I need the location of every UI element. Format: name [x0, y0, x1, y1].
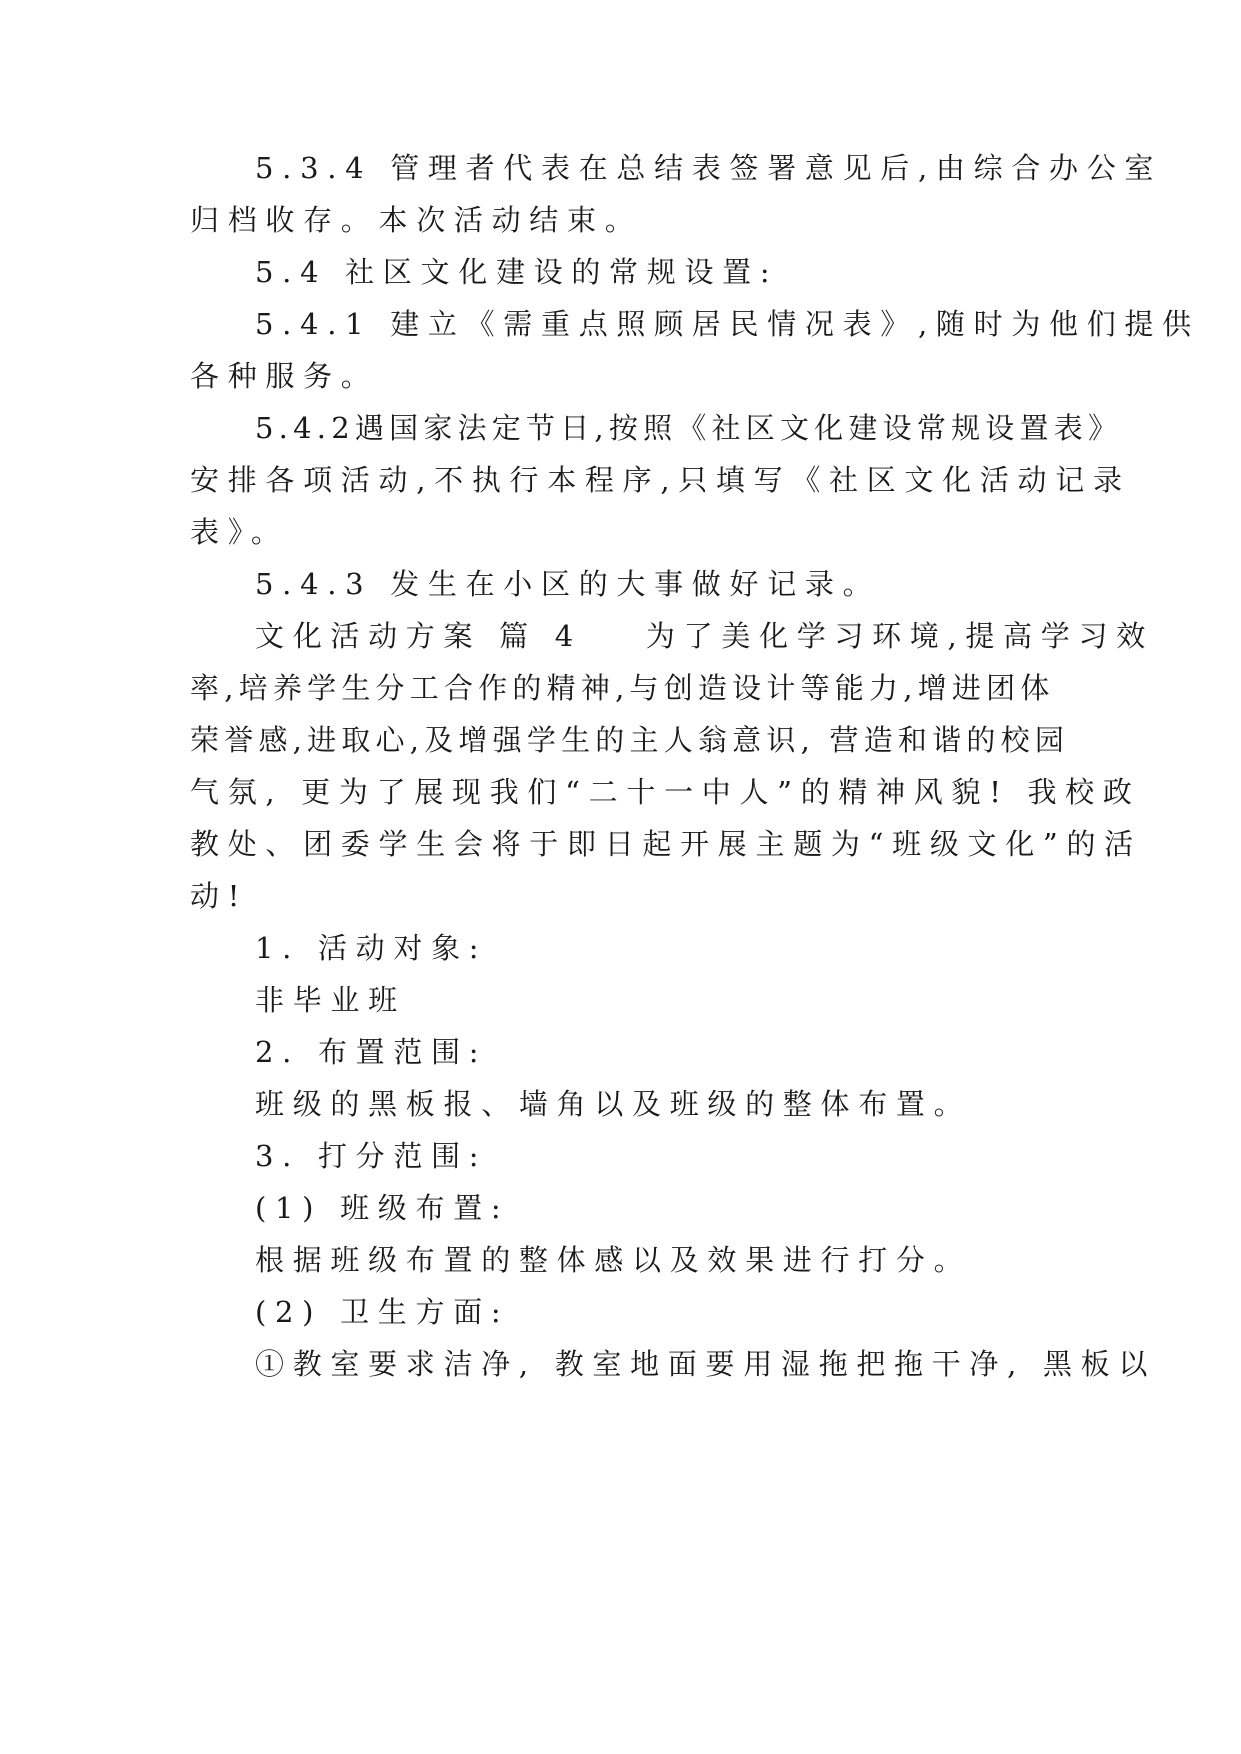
paragraph-5-3-4-cont: 归档收存。本次活动结束。 — [190, 203, 643, 237]
item-3-heading: 3. 打分范围: — [255, 1139, 488, 1173]
paragraph-5-4-2: 5.4.2遇国家法定节日,按照《社区文化建设常规设置表》 — [255, 411, 1123, 445]
paragraph-5-4-1-cont: 各种服务。 — [190, 359, 379, 393]
paragraph-5-4-2-end: 表》。 — [190, 515, 289, 549]
item-3-sub-2-heading: (2) 卫生方面: — [255, 1295, 510, 1329]
intro-text-line-3: 荣誉感,进取心,及增强学生的主人翁意识, 营造和谐的校园 — [190, 723, 1070, 757]
intro-text-start: 为了美化学习环境,提高学习效 — [645, 619, 1154, 653]
intro-text-line-4: 气氛, 更为了展现我们“二十一中人”的精神风貌! 我校政 — [190, 775, 1141, 809]
intro-text-line-2: 率,培养学生分工合作的精神,与创造设计等能力,增进团体 — [190, 671, 1055, 705]
item-3-sub-1-heading: (1) 班级布置: — [255, 1191, 510, 1225]
intro-text-line-5: 教处、团委学生会将于即日起开展主题为“班级文化”的活 — [190, 827, 1142, 861]
item-3-sub-2-content: ①教室要求洁净, 教室地面要用湿拖把拖干净, 黑板以 — [255, 1347, 1157, 1381]
paragraph-5-4-3: 5.4.3 发生在小区的大事做好记录。 — [255, 567, 881, 601]
paragraph-5-4-1: 5.4.1 建立《需重点照顾居民情况表》,随时为他们提供 — [255, 307, 1200, 341]
section-heading-line — [255, 616, 1154, 656]
item-2-content: 班级的黑板报、墙角以及班级的整体布置。 — [255, 1087, 972, 1121]
paragraph-5-4-2-cont: 安排各项活动,不执行本程序,只填写《社区文化活动记录 — [190, 463, 1131, 497]
item-3-sub-1-content: 根据班级布置的整体感以及效果进行打分。 — [255, 1243, 972, 1277]
item-1-content: 非毕业班 — [255, 983, 406, 1017]
heading-5-4: 5.4 社区文化建设的常规设置: — [255, 255, 779, 289]
paragraph-5-3-4: 5.3.4 管理者代表在总结表签署意见后,由综合办公室 — [255, 151, 1163, 185]
section-title: 文化活动方案 篇 4 — [255, 619, 582, 653]
intro-text-line-6: 动! — [190, 879, 249, 913]
item-2-heading: 2. 布置范围: — [255, 1035, 488, 1069]
item-1-heading: 1. 活动对象: — [255, 931, 488, 965]
